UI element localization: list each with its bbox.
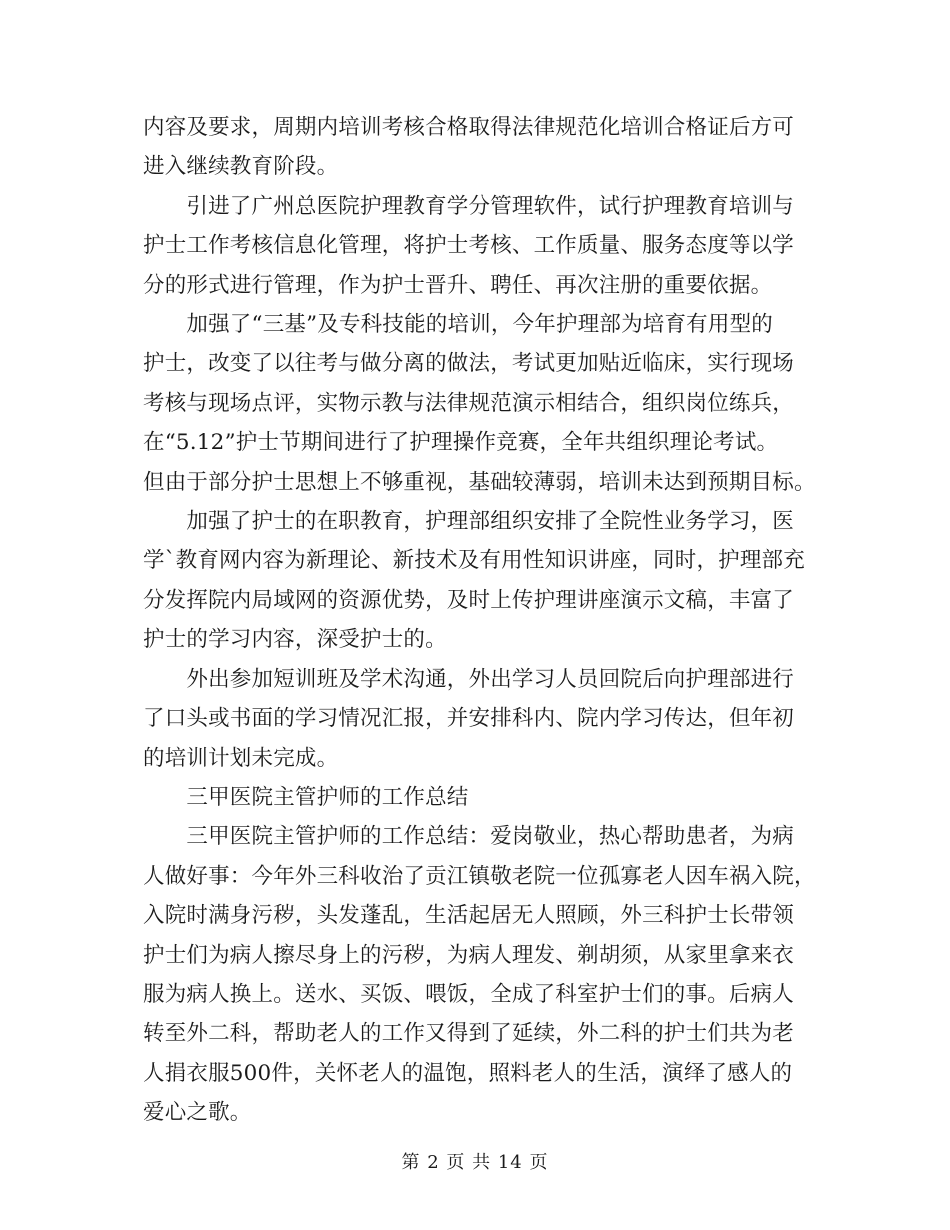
paragraph	[143, 108, 811, 187]
text-line: 入院时满身污秽，头发蓬乱，生活起居无人照顾，外三科护士长带领	[143, 903, 795, 929]
text-line: 护士，改变了以往考与做分离的做法，考试更加贴近临床，实行现场	[143, 351, 795, 377]
paragraph	[143, 305, 816, 502]
paragraph	[143, 660, 811, 778]
text-line: 转至外二科，帮助老人的工作又得到了延续，外二科的护士们共为老	[143, 1021, 795, 1047]
paragraph	[143, 817, 816, 1132]
text-line: 三甲医院主管护师的工作总结：爱岗敬业，热心帮助患者，为病	[143, 824, 795, 850]
text-line: 人捐衣服500件，关怀老人的温饱，照料老人的生活，演绎了感人的	[143, 1060, 793, 1086]
text-line: 三甲医院主管护师的工作总结	[143, 784, 469, 810]
text-line: 学`教育网内容为新理论、新技术及有用性知识讲座，同时，护理部充	[143, 548, 805, 574]
text-line: 了口头或书面的学习情况汇报，并安排科内、院内学习传达，但年初	[143, 706, 795, 732]
text-line: 的培训计划未完成。	[143, 745, 339, 771]
text-line: 爱心之歌。	[143, 1100, 252, 1126]
text-line: 加强了“三基”及专科技能的培训，今年护理部为培育有用型的	[143, 312, 773, 338]
text-line: 外出参加短训班及学术沟通，外出学习人员回院后向护理部进行	[143, 666, 795, 692]
paragraph	[143, 778, 811, 817]
text-line: 但由于部分护士思想上不够重视，基础较薄弱，培训未达到预期目标。	[143, 469, 816, 495]
text-line: 考核与现场点评，实物示教与法律规范演示相结合，组织岗位练兵，	[143, 390, 795, 416]
text-line: 服为病人换上。送水、买饭、喂饭，全成了科室护士们的事。后病人	[143, 981, 795, 1007]
text-line: 护士们为病人擦尽身上的污秽，为病人理发、剃胡须，从家里拿来衣	[143, 942, 795, 968]
document-body	[143, 108, 816, 1133]
text-line: 分发挥院内局域网的资源优势，及时上传护理讲座演示文稿，丰富了	[143, 587, 795, 613]
text-line: 护士工作考核信息化管理，将护士考核、工作质量、服务态度等以学	[143, 233, 795, 259]
paragraph	[143, 187, 811, 305]
text-line: 内容及要求，周期内培训考核合格取得法律规范化培训合格证后方可	[143, 115, 795, 140]
text-line: 分的形式进行管理，作为护士晋升、聘任、再次注册的重要依据。	[143, 272, 773, 298]
text-line: 加强了护士的在职教育，护理部组织安排了全院性业务学习，医	[143, 509, 795, 535]
paragraph	[143, 502, 811, 660]
text-line: 在“5.12”护士节期间进行了护理操作竞赛，全年共组织理论考试。	[143, 430, 779, 456]
text-line: 引进了广州总医院护理教育学分管理软件，试行护理教育培训与	[143, 193, 795, 219]
page-footer: 第 2 页 共 14 页	[401, 1152, 549, 1173]
text-line: 护士的学习内容，深受护士的。	[143, 627, 447, 653]
text-line: 人做好事：今年外三科收治了贡江镇敬老院一位孤寡老人因车祸入院，	[143, 863, 816, 889]
text-line: 进入继续教育阶段。	[143, 154, 339, 180]
